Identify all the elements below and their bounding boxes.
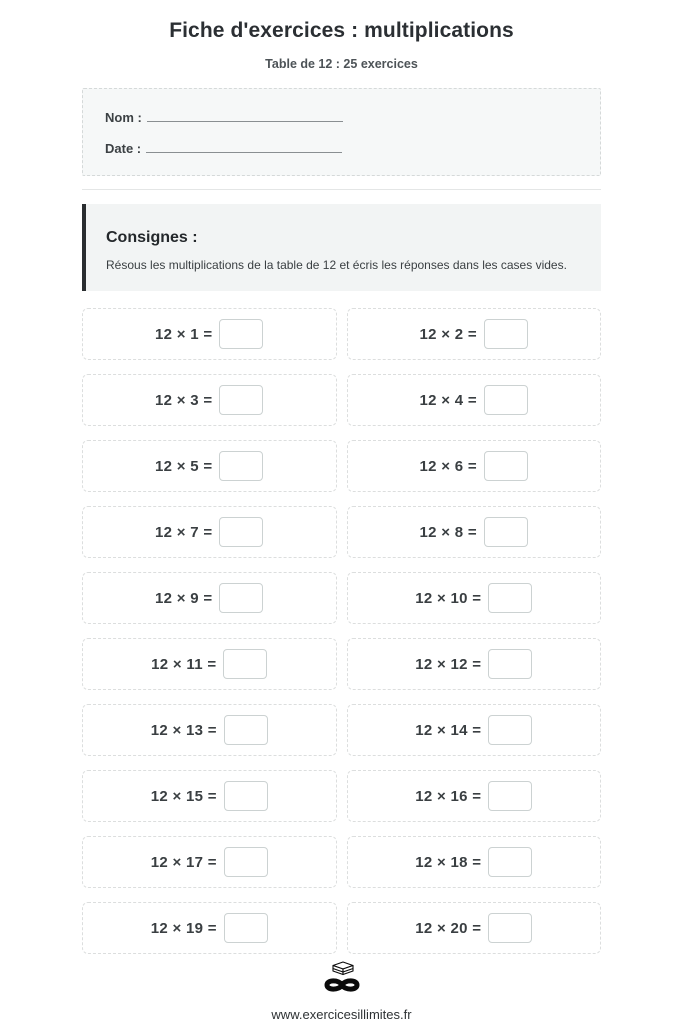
- answer-input[interactable]: [219, 319, 263, 349]
- equation-label: 12 × 14 =: [415, 721, 482, 739]
- exercise-cell: [82, 836, 337, 888]
- answer-input[interactable]: [488, 913, 532, 943]
- equation-label: 12 × 4 =: [419, 391, 477, 409]
- answer-input[interactable]: [488, 715, 532, 745]
- answer-input[interactable]: [488, 781, 532, 811]
- answer-input[interactable]: [219, 385, 263, 415]
- page-title: Fiche d'exercices : multiplications: [169, 19, 514, 42]
- equation-label: 12 × 7 =: [155, 523, 213, 541]
- equation-label: 12 × 19 =: [150, 919, 217, 937]
- exercise-cell: [347, 572, 602, 624]
- equation-label: 12 × 3 =: [155, 391, 213, 409]
- exercise-cell: [347, 770, 602, 822]
- equation-label: 12 × 8 =: [419, 523, 477, 541]
- equation-label: 12 × 17 =: [150, 853, 217, 871]
- exercise-cell: [347, 506, 602, 558]
- exercise-cell: [347, 704, 602, 756]
- exercise-cell: [347, 308, 602, 360]
- name-write-line: [147, 111, 343, 122]
- equation-label: 12 × 12 =: [415, 655, 482, 673]
- equation-label: 12 × 2 =: [419, 325, 477, 343]
- exercise-cell: [82, 308, 337, 360]
- instructions-text: Résous les multiplications de la table de 12 et écris les réponses dans les cases vides.: [106, 258, 567, 272]
- exercise-cell: [82, 704, 337, 756]
- date-label: Date :: [105, 141, 142, 156]
- instructions-box: [82, 204, 601, 291]
- answer-input[interactable]: [224, 715, 268, 745]
- equation-label: 12 × 20 =: [415, 919, 482, 937]
- answer-input[interactable]: [484, 451, 528, 481]
- date-write-line: [146, 142, 342, 153]
- answer-input[interactable]: [219, 583, 263, 613]
- website-url: www.exercicesillimites.fr: [271, 1007, 412, 1022]
- exercise-cell: [82, 374, 337, 426]
- answer-input[interactable]: [219, 451, 263, 481]
- equation-label: 12 × 9 =: [155, 589, 213, 607]
- exercise-cell: [82, 770, 337, 822]
- answer-input[interactable]: [224, 913, 268, 943]
- date-row: [105, 141, 578, 157]
- equation-label: 12 × 5 =: [155, 457, 213, 475]
- equation-label: 12 × 18 =: [415, 853, 482, 871]
- exercise-cell: [347, 440, 602, 492]
- exercise-cell: [82, 506, 337, 558]
- answer-input[interactable]: [488, 649, 532, 679]
- exercise-cell: [82, 902, 337, 954]
- answer-input[interactable]: [484, 385, 528, 415]
- answer-input[interactable]: [223, 649, 267, 679]
- section-divider: [82, 189, 601, 190]
- exercise-cell: [347, 902, 602, 954]
- exercise-cell: [82, 638, 337, 690]
- equation-label: 12 × 1 =: [155, 325, 213, 343]
- exercise-cell: [347, 374, 602, 426]
- page-subtitle: Table de 12 : 25 exercices: [265, 57, 418, 71]
- footer: [82, 957, 601, 1022]
- exercise-cell: [347, 836, 602, 888]
- infinity-books-logo-icon: [318, 957, 366, 999]
- exercise-cell: [82, 440, 337, 492]
- equation-label: 12 × 15 =: [150, 787, 217, 805]
- answer-input[interactable]: [224, 847, 268, 877]
- answer-input[interactable]: [488, 583, 532, 613]
- exercise-cell: [347, 638, 602, 690]
- equation-label: 12 × 10 =: [415, 589, 482, 607]
- instructions-heading: Consignes :: [106, 229, 198, 246]
- exercise-cell: [82, 572, 337, 624]
- name-label: Nom :: [105, 110, 142, 125]
- answer-input[interactable]: [484, 319, 528, 349]
- equation-label: 12 × 11 =: [151, 655, 217, 673]
- exercise-grid: [82, 308, 601, 954]
- equation-label: 12 × 13 =: [150, 721, 217, 739]
- name-row: [105, 110, 578, 126]
- equation-label: 12 × 16 =: [415, 787, 482, 805]
- answer-input[interactable]: [488, 847, 532, 877]
- name-date-box: [82, 88, 601, 176]
- answer-input[interactable]: [219, 517, 263, 547]
- answer-input[interactable]: [484, 517, 528, 547]
- equation-label: 12 × 6 =: [419, 457, 477, 475]
- answer-input[interactable]: [224, 781, 268, 811]
